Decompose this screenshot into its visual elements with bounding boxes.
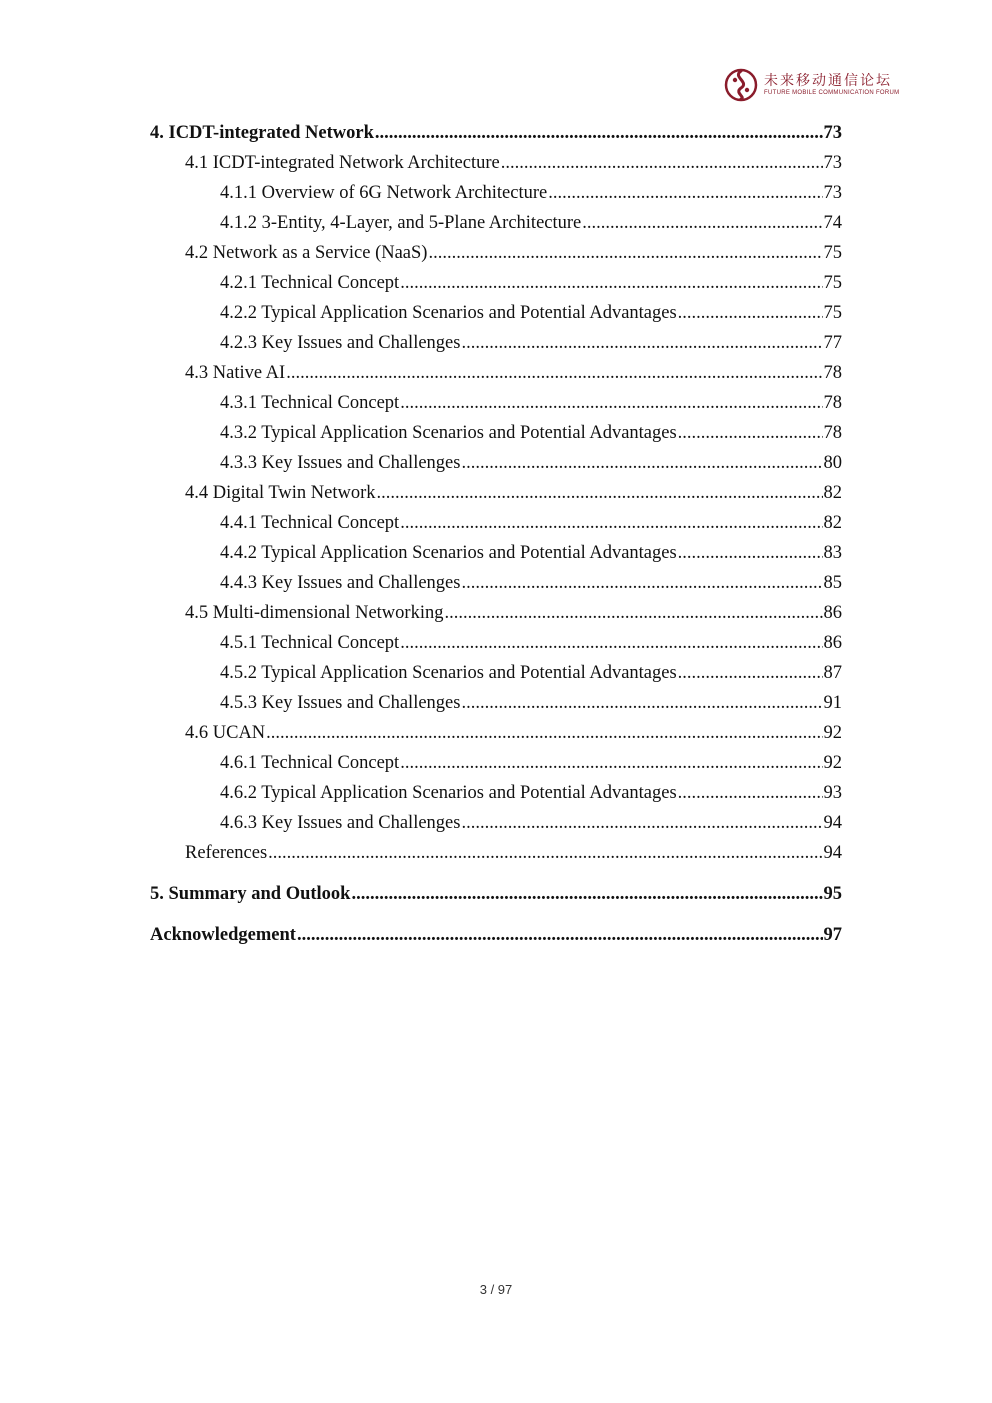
toc-entry-page: 78 [823,393,842,413]
toc-entry-page: 82 [823,513,842,533]
toc-leader-dots [678,418,823,448]
toc-entry[interactable] [150,879,842,909]
toc-entry-title: 4.6.1 Technical Concept [220,753,400,773]
toc-entry-page: 92 [823,723,842,743]
toc-leader-dots [461,328,822,358]
logo-chinese-text: 未来移动通信论坛 [764,73,892,89]
toc-entry[interactable] [150,838,842,868]
toc-leader-dots [297,920,823,950]
toc-entry[interactable] [150,298,842,328]
toc-leader-dots [582,208,822,238]
toc-entry-page: 97 [823,925,842,945]
toc-entry-title: 4.2 Network as a Service (NaaS) [185,243,428,263]
toc-entry-title: 4.4 Digital Twin Network [185,483,376,503]
toc-entry-title: 4.3.3 Key Issues and Challenges [220,453,461,473]
toc-entry-title: 4.2.1 Technical Concept [220,273,400,293]
toc-entry-page: 80 [823,453,842,473]
toc-entry-page: 82 [823,483,842,503]
toc-entry-page: 93 [823,783,842,803]
toc-entry-title: 4.6.3 Key Issues and Challenges [220,813,461,833]
toc-entry-page: 73 [823,183,842,203]
toc-leader-dots [678,298,823,328]
toc-entry-title: 4.1.2 3-Entity, 4-Layer, and 5-Plane Architecture [220,213,582,233]
toc-entry[interactable] [150,688,842,718]
toc-entry-title: Acknowledgement [150,925,296,945]
toc-entry-title: 4.5 Multi-dimensional Networking [185,603,444,623]
toc-entry-page: 83 [823,543,842,563]
toc-leader-dots [501,148,823,178]
toc-entry-page: 94 [823,813,842,833]
toc-entry-title: 4.2.2 Typical Application Scenarios and Potential Advantages [220,303,677,323]
toc-entry-title: 4.3.1 Technical Concept [220,393,400,413]
toc-entry-page: 75 [823,303,842,323]
toc-entry-page: 73 [823,123,842,143]
toc-entry-title: 4.4.1 Technical Concept [220,513,400,533]
toc-leader-dots [400,628,822,658]
toc-entry-page: 85 [823,573,842,593]
toc-entry[interactable] [150,778,842,808]
forum-logo-icon [724,68,758,102]
toc-entry-title: 4.6 UCAN [185,723,266,743]
toc-entry[interactable] [150,538,842,568]
toc-leader-dots [268,838,822,868]
toc-entry-title: 4.5.2 Typical Application Scenarios and Potential Advantages [220,663,677,683]
toc-leader-dots [286,358,822,388]
toc-entry-title: 4.1.1 Overview of 6G Network Architecture [220,183,548,203]
toc-leader-dots [377,478,823,508]
toc-entry-page: 86 [823,633,842,653]
toc-leader-dots [461,808,822,838]
toc-entry[interactable] [150,388,842,418]
toc-leader-dots [678,538,823,568]
toc-entry[interactable] [150,658,842,688]
toc-leader-dots [461,448,822,478]
toc-entry[interactable] [150,508,842,538]
toc-entry-page: 75 [823,243,842,263]
toc-entry[interactable] [150,148,842,178]
toc-entry[interactable] [150,598,842,628]
toc-leader-dots [678,658,823,688]
toc-leader-dots [548,178,822,208]
toc-entry-page: 91 [823,693,842,713]
toc-entry[interactable] [150,328,842,358]
toc-leader-dots [375,118,823,148]
toc-entry-page: 73 [823,153,842,173]
toc-entry[interactable] [150,920,842,950]
toc-entry[interactable] [150,568,842,598]
toc-entry[interactable] [150,808,842,838]
toc-entry-title: 4.6.2 Typical Application Scenarios and Potential Advantages [220,783,677,803]
toc-entry-title: 4.4.2 Typical Application Scenarios and Potential Advantages [220,543,677,563]
toc-entry-title: 4.5.1 Technical Concept [220,633,400,653]
toc-entry[interactable] [150,628,842,658]
toc-entry-title: 4.2.3 Key Issues and Challenges [220,333,461,353]
toc-entry[interactable] [150,118,842,148]
toc-entry-page: 92 [823,753,842,773]
toc-leader-dots [461,568,822,598]
toc-leader-dots [428,238,822,268]
toc-entry[interactable] [150,478,842,508]
toc-entry-page: 94 [823,843,842,863]
toc-entry-title: References [185,843,268,863]
toc-entry-title: 4.4.3 Key Issues and Challenges [220,573,461,593]
toc-leader-dots [400,508,822,538]
toc-entry-page: 78 [823,363,842,383]
toc-entry[interactable] [150,208,842,238]
toc-entry[interactable] [150,448,842,478]
toc-leader-dots [400,748,822,778]
toc-entry-title: 4.3 Native AI [185,363,286,383]
page-number: 3 / 97 [479,1282,513,1297]
toc-entry[interactable] [150,418,842,448]
toc-entry-page: 78 [823,423,842,443]
toc-entry-page: 77 [823,333,842,353]
logo-english-text: FUTURE MOBILE COMMUNICATION FORUM [764,90,900,96]
toc-entry[interactable] [150,718,842,748]
toc-leader-dots [400,268,822,298]
toc-entry-title: 4.1 ICDT-integrated Network Architecture [185,153,500,173]
toc-leader-dots [444,598,822,628]
toc-entry[interactable] [150,238,842,268]
toc-leader-dots [461,688,822,718]
toc-entry-title: 4.3.2 Typical Application Scenarios and Potential Advantages [220,423,677,443]
toc-entry-page: 74 [823,213,842,233]
toc-leader-dots [400,388,822,418]
toc-leader-dots [678,778,823,808]
toc-entry-title: 5. Summary and Outlook [150,884,351,904]
toc-leader-dots [266,718,822,748]
toc-entry-page: 75 [823,273,842,293]
toc-entry-title: 4. ICDT-integrated Network [150,123,374,143]
table-of-contents [150,118,842,950]
toc-entry[interactable] [150,178,842,208]
toc-entry[interactable] [150,358,842,388]
toc-entry-page: 95 [823,884,842,904]
toc-entry-page: 87 [823,663,842,683]
toc-entry[interactable] [150,268,842,298]
toc-leader-dots [351,879,822,909]
toc-entry-page: 86 [823,603,842,623]
header-logo [724,66,900,106]
toc-entry[interactable] [150,748,842,778]
toc-entry-title: 4.5.3 Key Issues and Challenges [220,693,461,713]
